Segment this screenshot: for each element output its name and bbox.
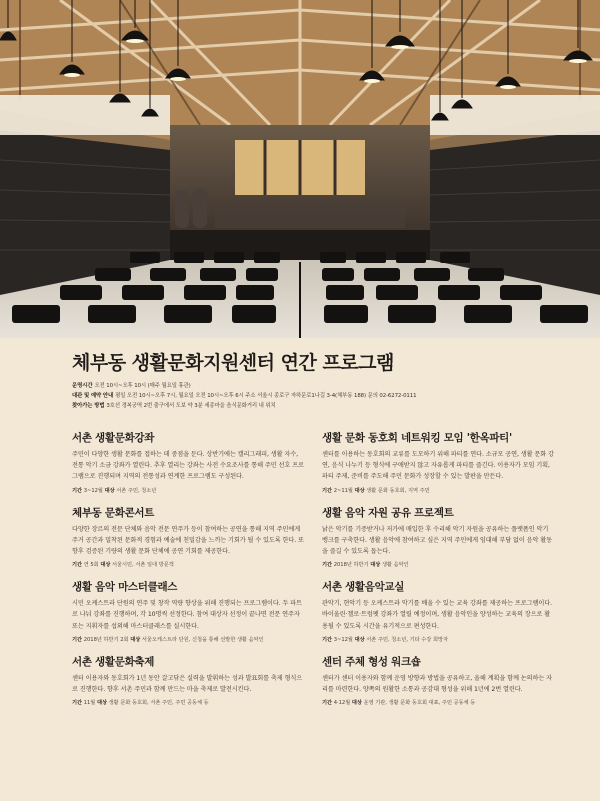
meta-label: 기간 [322, 487, 333, 494]
program-section [72, 579, 304, 643]
meta-label: 기간 [322, 562, 333, 569]
program-meta [72, 487, 304, 494]
program-body: 주민이 다양한 생활 문화를 접하는 데 중점을 둔다. 상반기에는 캘리그래피, 생활 자수, 전통 악기 소금 강좌가 열린다. 추후 열리는 강좌는 사전 수요조사를 통해 주민 선호 프로그램으로 진행되며 지역의 전통성과 연계한 프로그램도 구성된다. [72, 451, 304, 481]
meta-label: 기간 [72, 562, 83, 569]
meta-label: 대상 [354, 487, 365, 494]
page-title: 체부동 생활문화지원센터 연간 프로그램 [72, 352, 394, 374]
meta-label: 기간 [72, 636, 83, 643]
meta-label: 대상 [100, 562, 111, 569]
info-value: 3호선 경복궁역 2번 출구에서 도보 약 3분 세종마을 음식문화거리 내 위치 [106, 403, 276, 409]
program-section [322, 654, 554, 706]
program-heading: 서촌 생활문화축제 [72, 655, 155, 668]
meta-value: 11월 [83, 700, 96, 707]
meta-label: 기간 [322, 636, 333, 643]
meta-value: 생활 문화 동호회, 서촌 주민, 주민 공동체 등 [108, 700, 209, 707]
program-body: 시민 오케스트라 단원의 연주 및 창작 역량 향상을 위해 진행되는 프로그램이다. 두 파트로 나눠 강좌를 진행하며, 각 10명씩 선정한다. 참여 대상자 선정이 끝나면 전문 연주자 또는 지휘자를 섭외해 마스터클래스를 실시한다. [72, 600, 302, 630]
meta-value: 서울시민, 서촌 일대 방문객 [112, 562, 174, 569]
program-meta [322, 561, 554, 568]
program-meta [322, 487, 554, 494]
program-body: 다양한 장르의 전문 단체와 음악 전문 연주가 등이 참여하는 공연을 통해 지역 주민에게 주거 공간과 밀착된 문화적 경험과 예술에 친밀감을 느끼는 기회가 될 수 있도록 한다. 또 향후 검증된 기량의 생활 문화 단체에 공연 기회를 제공한다. [72, 525, 304, 556]
info-line-hours [72, 381, 191, 389]
program-body: 센터가 센터 이용자와 함께 운영 방향과 방법을 공유하고, 올해 계획을 함께 논의하는 자리를 마련한다. 양쪽의 원활한 소통과 공감대 형성을 위해 1년에 2번 열린다. [322, 674, 552, 694]
meta-value: 운영 기관, 생활 문화 동호회 대표, 주민 공동체 등 [363, 700, 476, 707]
meta-label: 기간 [322, 700, 333, 707]
meta-label: 대상 [104, 487, 115, 494]
meta-value: 2018년 하반기 [333, 562, 369, 569]
meta-label: 대상 [354, 636, 365, 643]
info-line-directions [72, 401, 276, 409]
meta-label: 대상 [370, 562, 381, 569]
program-section [322, 430, 554, 494]
right-column [322, 430, 554, 717]
meta-value: 3~12월 [333, 636, 353, 643]
meta-value: 2~11월 [333, 487, 353, 494]
program-heading: 서촌 생활문화강좌 [72, 432, 155, 444]
program-section [322, 579, 554, 643]
program-meta [322, 699, 554, 706]
program-document [0, 338, 600, 801]
program-section [72, 505, 304, 569]
program-meta [322, 636, 554, 643]
program-meta [72, 561, 304, 568]
concert-hall-photo [0, 0, 600, 338]
program-heading: 센터 주체 형성 워크숍 [322, 655, 421, 668]
meta-label: 대상 [351, 700, 362, 707]
info-value: 오전 10시~오후 10시 (매주 월요일 휴관) [94, 383, 191, 389]
meta-value: 2018년 하반기 2회 [83, 636, 129, 643]
program-body: 낡은 악기를 기증받거나 저가에 매입한 후 수리해 악기 자원을 공유하는 플랫폼인 악기 뱅크를 구축한다. 생활 음악에 참여하고 싶은 지역 주민에게 임대해 부담 없이 음악 활동을 즐길 수 있도록 돕는다. [322, 525, 552, 556]
info-label: 찾아가는 방법 [72, 403, 105, 409]
program-heading: 생활 음악 자원 공유 프로젝트 [322, 506, 454, 519]
program-body: 센터를 이용하는 동호회의 교류를 도모하기 위해 파티를 연다. 소규모 공연, 생활 문화 강연, 음식 나누기 등 형식에 구애받지 않고 자유롭게 파티를 즐긴다. 이용자가 모임 기획, 파티 주제, 준비를 주도해 주민 문화가 성장할 수 있는 발판을 만든다. [322, 451, 554, 481]
meta-value: 3~12월 [83, 487, 103, 494]
meta-value: 연 5회 [83, 562, 99, 569]
meta-label: 대상 [96, 700, 107, 707]
meta-value: 서촌 주민, 청소년 [116, 487, 157, 494]
program-heading: 생활 음악 마스터클래스 [72, 581, 178, 594]
program-body: 관악기, 현악기 등 오케스트라 악기를 배울 수 있는 교육 강좌를 제공하는 프로그램이다. 바이올린·첼로·트럼펫 강좌가 열릴 예정이며, 생활 음악인을 양성하는 교육의 장으로 활용될 수 있도록 시간을 유기적으로 편성한다. [322, 600, 552, 630]
program-body: 센터 이용자와 동호회가 1년 동안 갈고닦은 실력을 발휘하는 성과 발표회를 축제 형식으로 진행한다. 향후 서촌 주민과 함께 만드는 마을 축제로 발전시킨다. [72, 674, 303, 694]
meta-label: 기간 [72, 487, 83, 494]
info-line-booking [72, 391, 416, 399]
meta-label: 대상 [130, 636, 141, 643]
program-heading: 생활 문화 동호회 네트워킹 모임 '한옥파티' [322, 432, 512, 444]
program-section [322, 505, 554, 569]
left-column [72, 430, 304, 717]
meta-value: 서촌 주민, 청소년, 기타 수강 희망자 [366, 636, 448, 643]
info-label: 대관 및 예약 안내 [72, 393, 114, 399]
program-meta [72, 699, 304, 706]
info-label: 운영시간 [72, 383, 93, 389]
program-heading: 서촌 생활음악교실 [322, 581, 405, 594]
meta-value: 생활 음악인 [381, 562, 409, 569]
program-section [72, 654, 304, 706]
program-section [72, 430, 304, 494]
program-heading: 체부동 문화콘서트 [72, 506, 155, 519]
program-meta [72, 636, 304, 643]
meta-value: 생활 문화 동호회, 지역 주민 [366, 487, 430, 494]
meta-label: 기간 [72, 700, 83, 707]
meta-value: 4·12월 [333, 700, 351, 707]
info-value: 평일 오전 10시~오후 7시, 월요일 오전 10시~오후 6시 주소 서울시 종로구 자하문로1나길 3-4(체부동 188) 문의 02-6272-0111 [115, 393, 417, 399]
meta-value: 서울오케스트라 단원, 신청을 통해 선발한 생활 음악인 [141, 636, 264, 643]
